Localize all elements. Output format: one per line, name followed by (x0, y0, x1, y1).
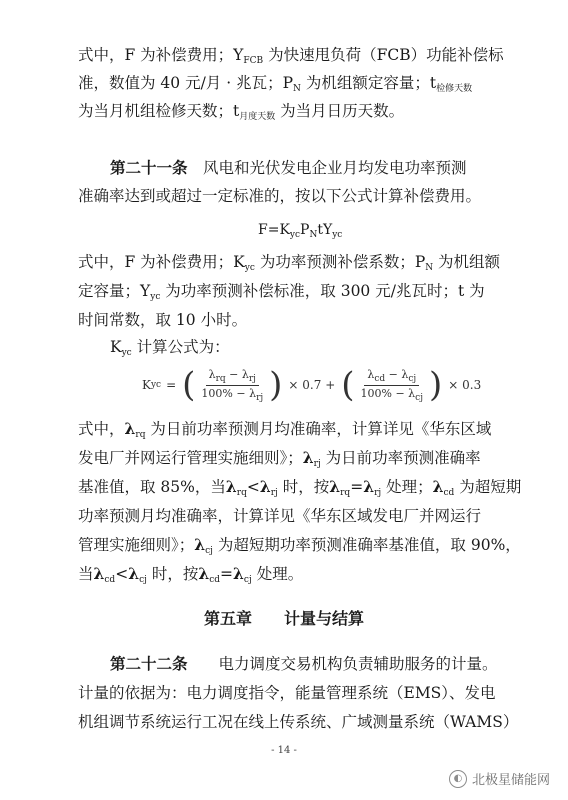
para3-line3: 基准值，取 85%，当$\lambda_{rq}<\lambda_{rj}$ 时，按$\lambda_{rq}=\lambda_{rj}$ 处理；$\lambda_{cd}$ 为超短期 (78, 477, 522, 498)
fraction-ultra-short: $\frac{\lambda_{cd} - \lambda_{cj}}{100\% - \lambda_{cj}}$ (360, 367, 423, 403)
page-number: - 14 - (271, 745, 297, 756)
article22-line2: 计量的依据为：电力调度指令，能量管理系统（EMS）、发电 (78, 684, 496, 702)
kyc-intro: $K_{yc}$ 计算公式为： (110, 338, 230, 358)
article22-line3: 机组调节系统运行工况在线上传系统、广域测量系统（WAMS） (78, 713, 519, 731)
source-watermark (449, 769, 550, 788)
para2-line2: 定容量；$Y_{yc}$ 为功率预测补偿标准，取 300 元/兆瓦时；t 为 (78, 282, 485, 302)
compensation-formula: $F=K_{yc}P_NtY_{yc}$ (258, 222, 343, 240)
para2-line3: 时间常数，取 10 小时。 (78, 311, 248, 329)
para3-line1: 式中，$\lambda_{rq}$ 为日前功率预测月均准确率，计算详见《华东区域 (78, 419, 492, 440)
wechat-icon: ◐ (449, 770, 467, 788)
chapter-heading: 第五章 计量与结算 (203, 609, 364, 628)
fraction-day-ahead: $\frac{\lambda_{rq} - \lambda_{rj}}{100\% - \lambda_{rj}}$ (201, 367, 264, 403)
para3-line2: 发电厂并网运行管理实施细则》；$\lambda_{rj}$ 为日前功率预测准确率 (78, 448, 481, 469)
article21-line2: 准确率达到或超过一定标准的，按以下公式计算补偿费用。 (78, 187, 482, 205)
article-number: 第二十一条 (110, 158, 188, 177)
para1-line3: 为当月机组检修天数；$t_{月度天数}$ 为当月日历天数。 (78, 102, 405, 122)
watermark-text: 北极星储能网 (471, 773, 550, 788)
para3-line5: 管理实施细则》；$\lambda_{cj}$ 为超短期功率预测准确率基准值，取 90%， (78, 535, 521, 556)
kyc-formula: K yc = ( $\frac{\lambda_{rq} - \lambda_{rj}}{100\% - \lambda_{rj}}$ ) × 0.7 + ( $\frac{\lambda_{cd} - \lambda_{cj}}{100\% - \lambda_{cj}}$ ) × 0.3 (142, 365, 482, 405)
para1-line1: 式中，F 为补偿费用；$Y_{FCB}$ 为快速甩负荷（FCB）功能补偿标 (78, 46, 504, 66)
para2-line1: 式中，F 为补偿费用；$K_{yc}$ 为功率预测补偿系数；$P_N$ 为机组额 (78, 253, 501, 273)
article21-line1: 第二十一条 风电和光伏发电企业月均发电功率预测 (110, 158, 467, 177)
para3-line6: 当$\lambda_{cd}<\lambda_{cj}$ 时，按$\lambda_{cd}=\lambda_{cj}$ 处理。 (78, 564, 304, 585)
para3-line4: 功率预测月均准确率，计算详见《华东区域发电厂并网运行 (78, 507, 482, 525)
para1-line2: 准，数值为 40 元/月 · 兆瓦；$P_N$ 为机组额定容量；$t_{检修天数}$ (78, 74, 473, 94)
article-number: 第二十二条 (110, 654, 188, 673)
article22-line1: 第二十二条 电力调度交易机构负责辅助服务的计量。 (110, 654, 498, 673)
